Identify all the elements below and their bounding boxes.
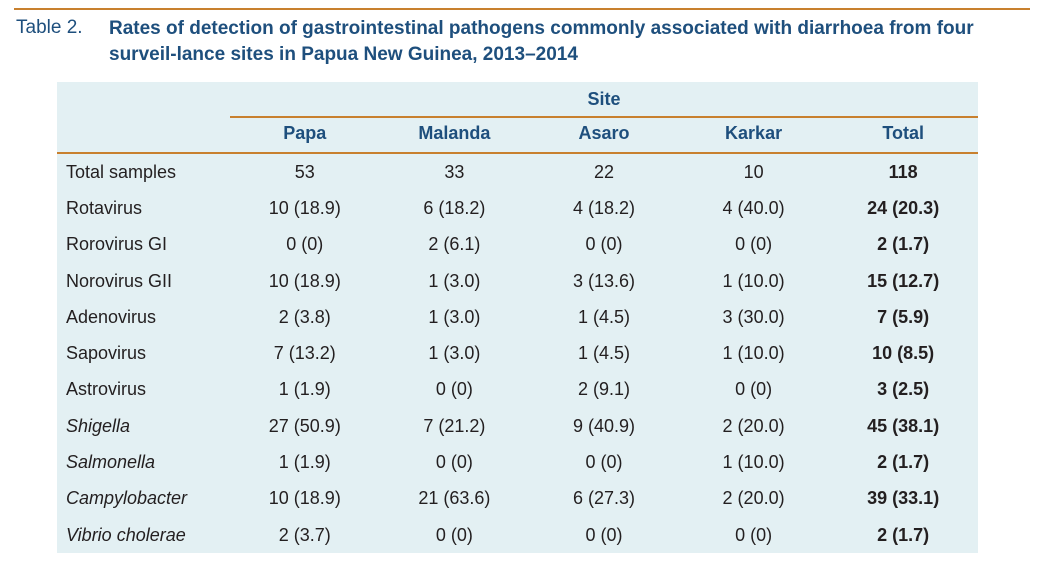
table-cell: 2 (6.1) [428, 234, 481, 255]
table-cell: 2 (1.7) [877, 452, 930, 473]
table-cell: 10 [743, 161, 764, 182]
table-cell: 6 (18.2) [423, 197, 486, 218]
table-cell: 2 (3.8) [278, 306, 331, 327]
row-label: Adenovirus [66, 306, 157, 327]
table-cell: 2 (20.0) [722, 415, 785, 436]
table-cell: 1 (1.9) [278, 452, 331, 473]
table-cell: 10 (8.5) [872, 343, 935, 364]
table-cell: 0 (0) [286, 234, 324, 255]
table-row [57, 299, 978, 335]
table-row [57, 335, 978, 371]
table-row [57, 263, 978, 299]
table-cell: 0 (0) [435, 452, 473, 473]
row-label: Salmonella [66, 452, 156, 473]
table-cell: 0 (0) [585, 234, 623, 255]
column-headers [230, 118, 978, 152]
row-label: Astrovirus [66, 379, 147, 400]
table-cell: 10 (18.9) [268, 270, 341, 291]
table-cell: 15 (12.7) [867, 270, 940, 291]
table-cell: 3 (2.5) [877, 379, 930, 400]
row-label: Norovirus GII [66, 270, 173, 291]
table-cell: 39 (33.1) [867, 488, 940, 509]
row-label: Vibrio cholerae [66, 524, 186, 545]
table-cell: 53 [294, 161, 315, 182]
table-cell: 10 (18.9) [268, 488, 341, 509]
top-rule [14, 8, 1030, 10]
row-label: Sapovirus [66, 343, 147, 364]
table-cell: 1 (1.9) [278, 379, 331, 400]
table-cell: 2 (1.7) [877, 234, 930, 255]
table-body [57, 154, 978, 553]
table-cell: 2 (3.7) [278, 524, 331, 545]
table-cell: 1 (10.0) [722, 343, 785, 364]
table-cell: 1 (10.0) [722, 270, 785, 291]
table-row [57, 190, 978, 226]
table-row [57, 227, 978, 263]
table-cell: 1 (10.0) [722, 452, 785, 473]
table-cell: 7 (21.2) [423, 415, 486, 436]
table-cell: 22 [593, 161, 614, 182]
table-row [57, 517, 978, 553]
table-row [57, 372, 978, 408]
row-label: Campylobacter [66, 488, 188, 509]
column-header: Papa [283, 123, 327, 143]
table-cell: 2 (1.7) [877, 524, 930, 545]
table-label: Table 2. [16, 17, 83, 38]
table-cell: 0 (0) [435, 524, 473, 545]
table-cell: 1 (3.0) [428, 270, 481, 291]
column-header: Asaro [578, 123, 630, 143]
table-cell: 3 (30.0) [722, 306, 785, 327]
table-cell: 9 (40.9) [572, 415, 635, 436]
table-cell: 0 (0) [735, 379, 773, 400]
table-cell: 21 (63.6) [418, 488, 491, 509]
table-cell: 7 (13.2) [273, 343, 336, 364]
table-cell: 24 (20.3) [867, 197, 940, 218]
table-cell: 118 [888, 161, 918, 182]
table-cell: 0 (0) [735, 524, 773, 545]
table-cell: 1 (4.5) [577, 343, 630, 364]
table-cell: 7 (5.9) [877, 306, 930, 327]
table-cell: 2 (9.1) [577, 379, 630, 400]
table-cell: 0 (0) [435, 379, 473, 400]
table-cell: 1 (3.0) [428, 306, 481, 327]
table-cell: 3 (13.6) [572, 270, 635, 291]
column-header: Malanda [418, 123, 491, 143]
column-header: Karkar [725, 123, 783, 143]
row-label: Rorovirus GI [66, 234, 168, 255]
table-cell: 2 (20.0) [722, 488, 785, 509]
table-cell: 45 (38.1) [867, 415, 940, 436]
table-cell: 1 (4.5) [577, 306, 630, 327]
row-label: Shigella [66, 415, 131, 436]
table-cell: 10 (18.9) [268, 197, 341, 218]
table-cell: 27 (50.9) [268, 415, 341, 436]
table-cell: 33 [444, 161, 465, 182]
table-row [57, 154, 978, 190]
table-row [57, 481, 978, 517]
table-cell: 1 (3.0) [428, 343, 481, 364]
site-group-header: Site [587, 89, 621, 109]
table-title: Rates of detection of gastrointestinal pathogens commonly associated with diarrhoea from four surveil-lance sites in Papua New Guinea, 2013–2014 [109, 18, 974, 65]
row-label: Rotavirus [66, 197, 143, 218]
table-cell: 0 (0) [585, 524, 623, 545]
table-cell: 0 (0) [585, 452, 623, 473]
column-header: Total [882, 123, 924, 143]
table-cell: 6 (27.3) [572, 488, 635, 509]
row-label: Total samples [66, 161, 177, 182]
table-row [57, 444, 978, 480]
table-row [57, 408, 978, 444]
table-cell: 4 (40.0) [722, 197, 785, 218]
table-cell: 0 (0) [735, 234, 773, 255]
table-cell: 4 (18.2) [572, 197, 635, 218]
